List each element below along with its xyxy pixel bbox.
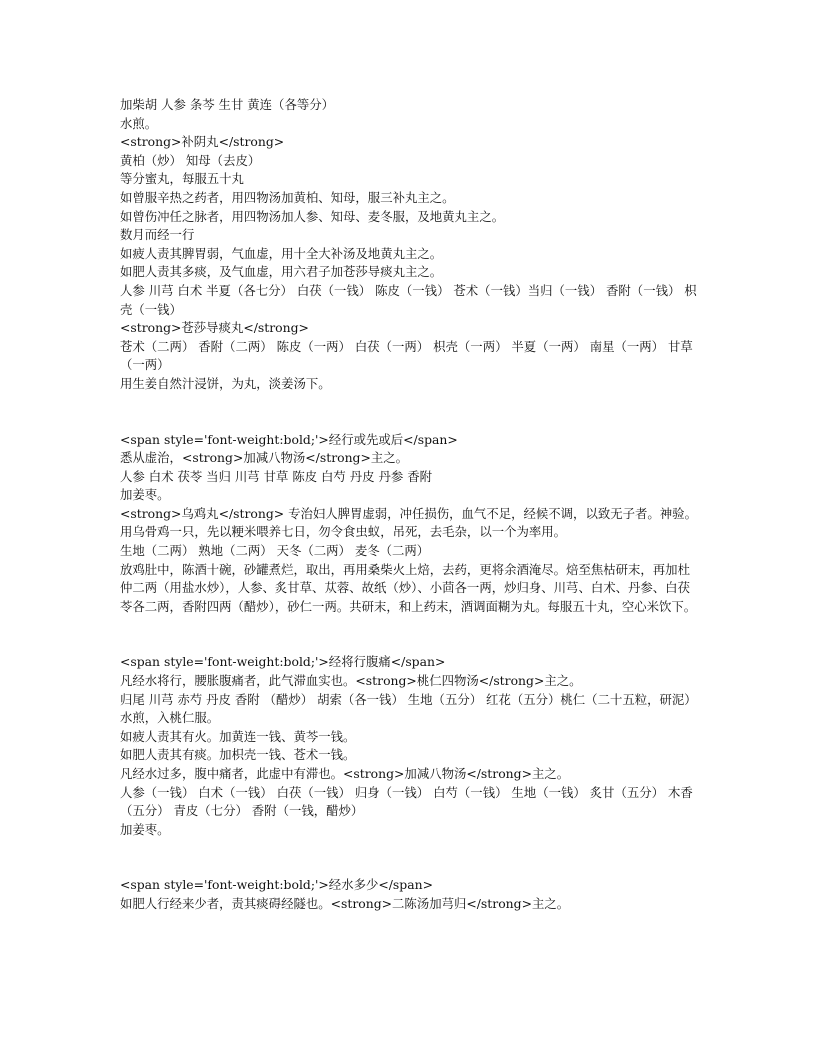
text-line: 黄柏（炒） 知母（去皮） (120, 152, 261, 168)
text-line: 凡经水过多，腹中痛者，此虚中有滞也。<strong>加减八物汤</strong>主之。 (120, 766, 570, 781)
text-line: 生地（二两） 熟地（二两） 天冬（二两） 麦冬（二两） (120, 543, 430, 559)
text-line: 如曾服辛热之药者，用四物汤加黄柏、知母，服三补丸主之。 (120, 189, 455, 205)
section-heading: <span style='font-weight:bold;'>经行或先或后</span> (120, 431, 458, 447)
text-line: 加柴胡 人参 条芩 生甘 黄连（各等分） (120, 97, 335, 112)
text-line: 如疲人责其有火。加黄连一钱、黄芩一钱。 (120, 728, 356, 744)
text-line: 凡经水将行，腰胀腹痛者，此气滞血实也。<strong>桃仁四物汤</strong>主之。 (120, 673, 582, 689)
text-line: 数月而经一行 (120, 227, 195, 243)
text-line: 归尾 川芎 赤芍 丹皮 香附 （醋炒） 胡索（各一钱） 生地（五分） 红花（五分）桃仁（二十五粒，研泥） (120, 691, 697, 707)
text-line: <strong>乌鸡丸</strong> 专治妇人脾胃虚弱，冲任损伤，血气不足，经候不调，以致无子者。神验。 (120, 505, 697, 521)
section-gap (120, 839, 700, 876)
text-line: 如肥人行经来少者，责其痰碍经隧也。<strong>二陈汤加芎归</strong>主之。 (120, 895, 570, 911)
text-line: 苍术（二两） 香附（二两） 陈皮（一两） 白茯（一两） 枳壳（一两） 半夏（一两） 南星（一两） 甘草（一两） (120, 338, 693, 373)
text-line: 人参 川芎 白术 半夏（各七分） 白茯（一钱） 陈皮（一钱） 苍术（一钱）当归（一钱） 香附（一钱） 枳壳（一钱） (120, 282, 697, 317)
text-line: 如肥人责其有痰。加枳壳一钱、苍术一钱。 (120, 747, 356, 763)
text-line: 如曾伤冲任之脉者，用四物汤加人参、知母、麦冬服，及地黄丸主之。 (120, 208, 505, 224)
section-gap (120, 394, 700, 431)
text-line: 悉从虚治，<strong>加减八物汤</strong>主之。 (120, 450, 409, 466)
text-line: 人参（一钱） 白术（一钱） 白茯（一钱） 归身（一钱） 白芍（一钱） 生地（一钱） 炙甘（五分） 木香（五分） 青皮（七分） 香附（一钱，醋炒） (120, 784, 693, 819)
text-line: 水煎，入桃仁服。 (120, 710, 220, 726)
text-line: 如肥人责其多痰，及气血虚，用六君子加苍莎导痰丸主之。 (120, 264, 443, 280)
section-gap (120, 616, 700, 653)
text-line: 加姜枣。 (120, 487, 170, 503)
document-body (120, 96, 700, 914)
text-line: 等分蜜丸，每服五十丸 (120, 171, 244, 187)
text-line: <strong>补阴丸</strong> (120, 134, 285, 150)
section-heading: <span style='font-weight:bold;'>经将行腹痛</span> (120, 654, 446, 670)
text-line: 加姜枣。 (120, 821, 170, 837)
text-line: 放鸡肚中，陈酒十碗，砂罐煮烂，取出，再用桑柴火上焙，去药，更将余酒淹尽。焙至焦枯研末，再加杜仲二两（用盐水炒），人参、炙甘草、苁蓉、故纸（炒）、小茴各一两，炒归身、川芎、白术、丹参、白茯苓各二两，香附四两（醋炒），砂仁一两。共研末，和上药末，酒调面糊为丸。每服五十丸，空心米饮下。 (120, 561, 697, 614)
section-heading: <span style='font-weight:bold;'>经水多少</span> (120, 877, 433, 893)
text-line: 用乌骨鸡一只，先以粳米喂养七日，勿令食虫蚁，吊死，去毛杂，以一个为率用。 (120, 524, 567, 540)
text-line: 人参 白术 茯苓 当归 川芎 甘草 陈皮 白芍 丹皮 丹参 香附 (120, 468, 432, 484)
text-line: 如疲人责其脾胃弱，气血虚，用十全大补汤及地黄丸主之。 (120, 245, 443, 261)
text-line: 水煎。 (120, 115, 158, 131)
text-line: 用生姜自然汁浸饼，为丸，淡姜汤下。 (120, 375, 331, 391)
text-line: <strong>苍莎导痰丸</strong> (120, 320, 309, 336)
